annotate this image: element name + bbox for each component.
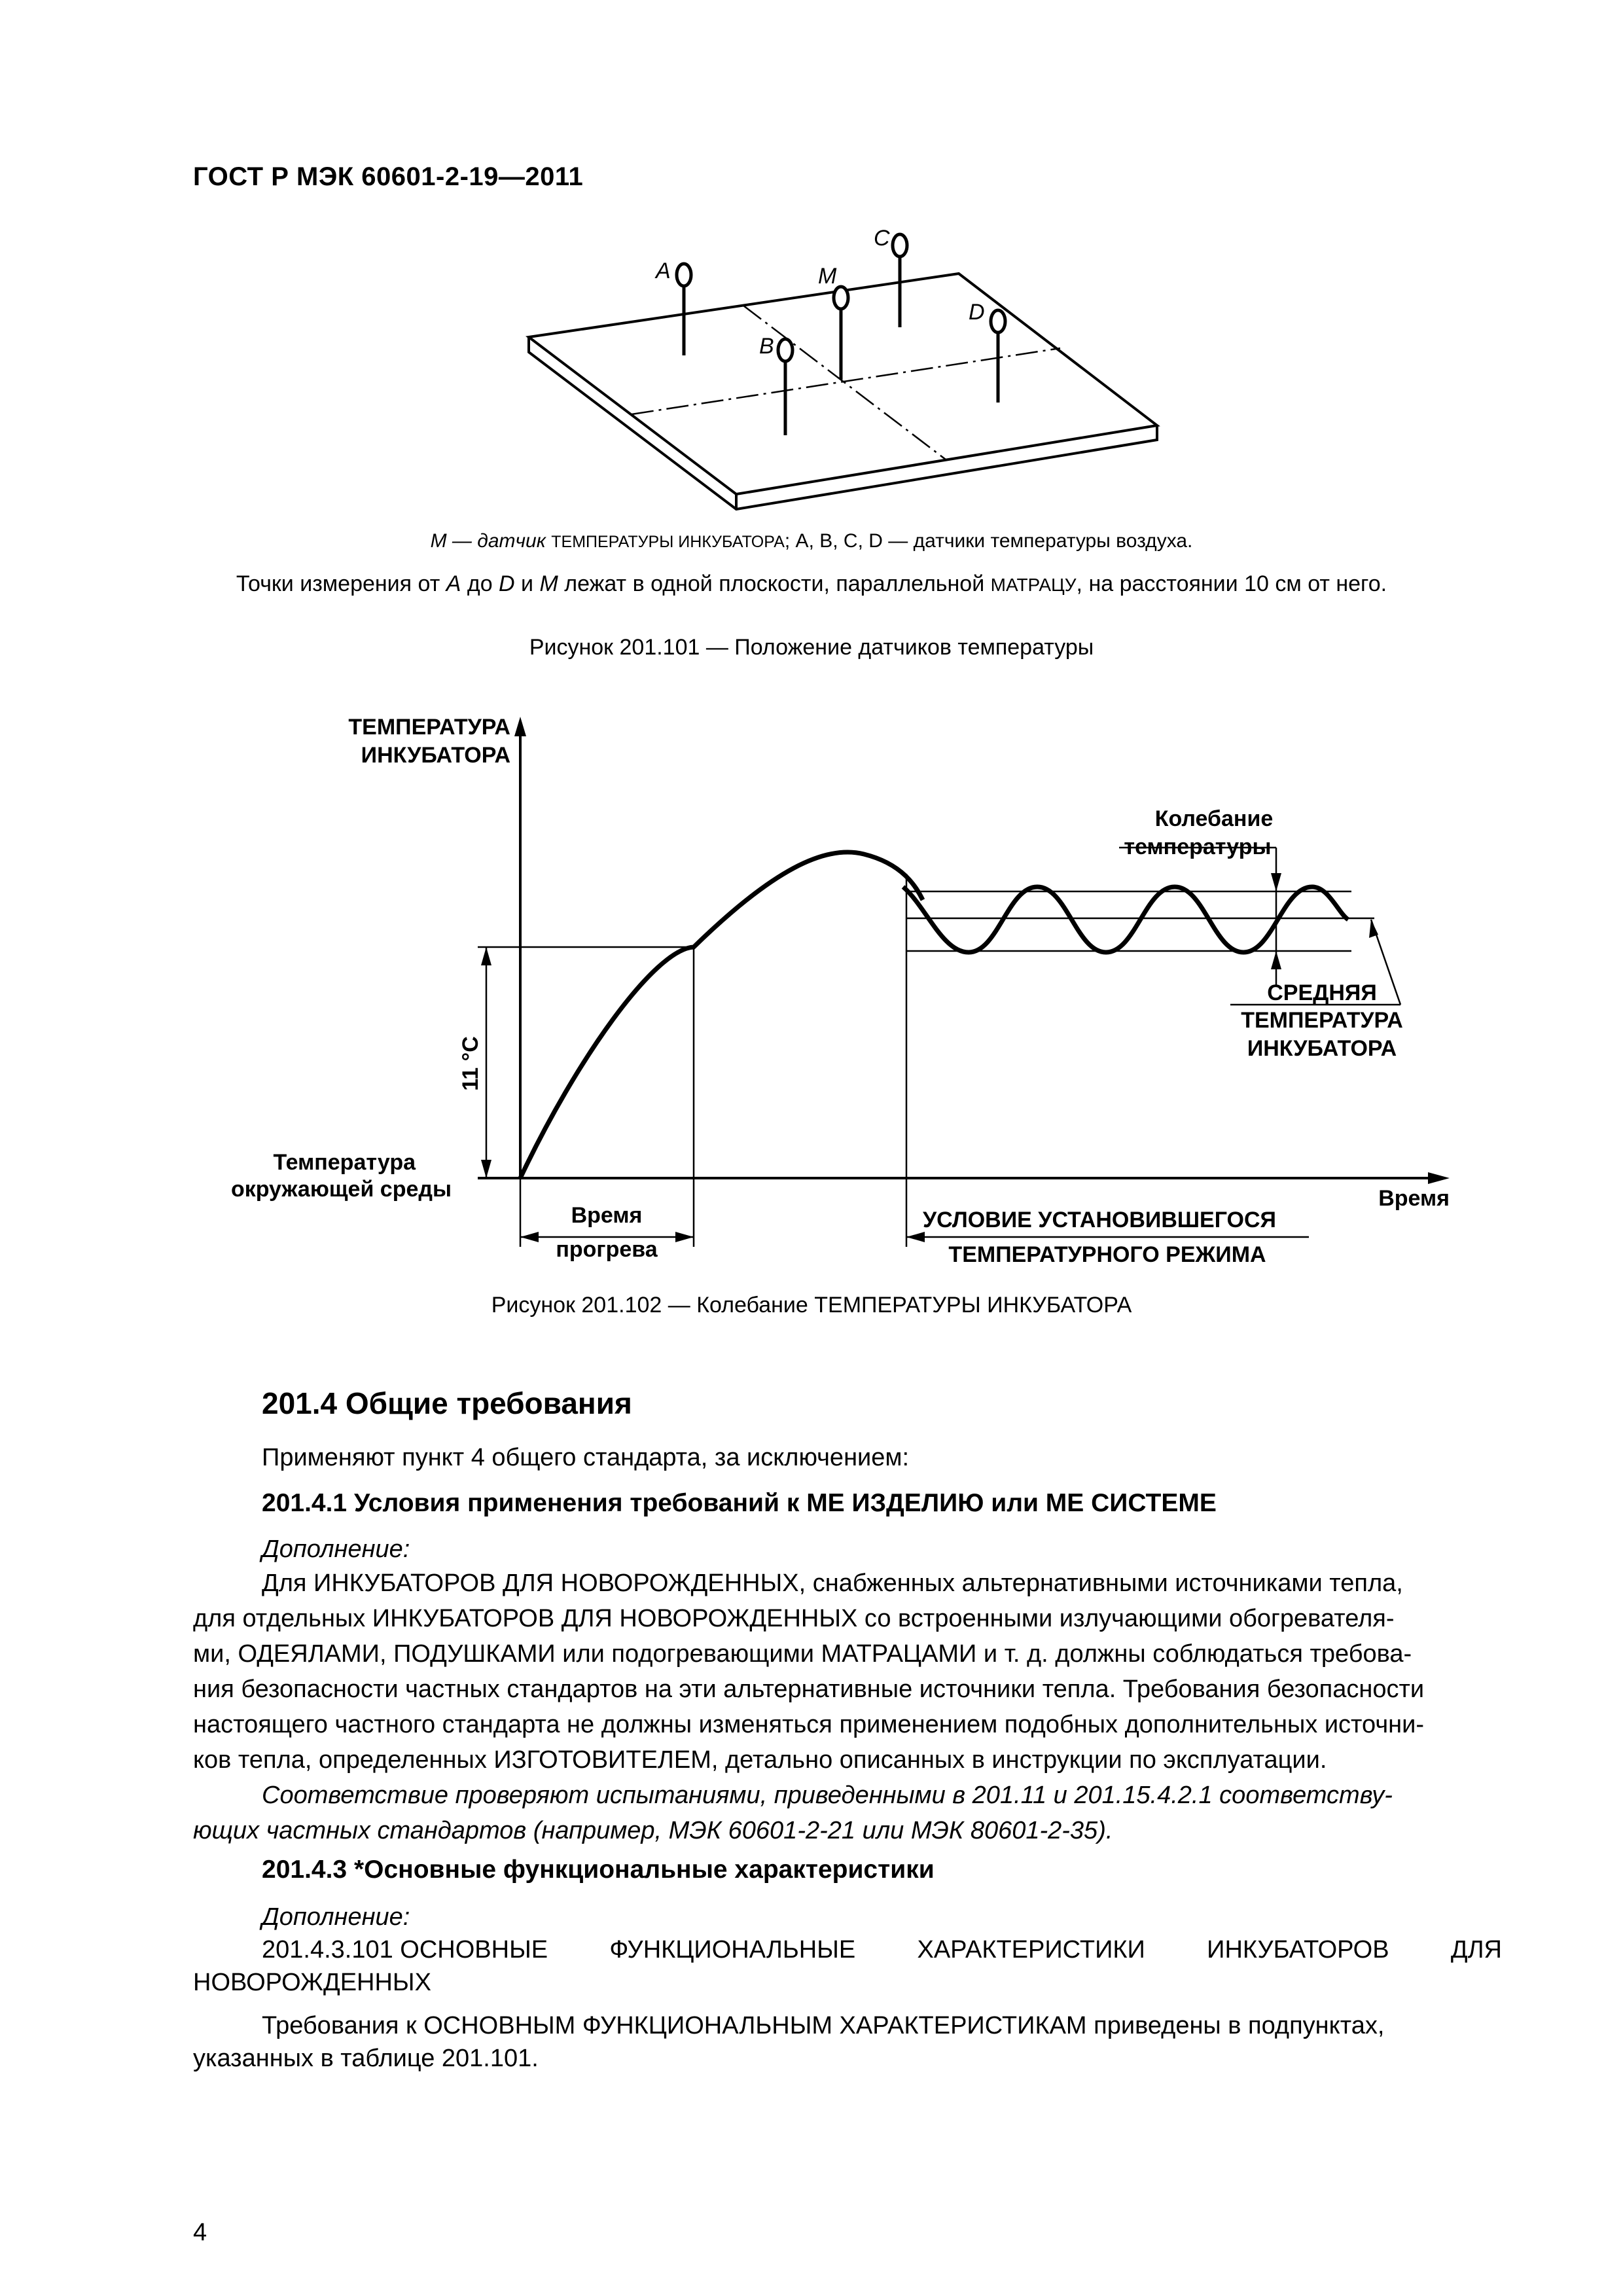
oscillation-label-2: температуры bbox=[1124, 834, 1272, 859]
y-label-1: ТЕМПЕРАТУРА bbox=[348, 715, 510, 740]
title-word: ХАРАКТЕРИСТИКИ bbox=[917, 1936, 1145, 1964]
temperature-oscillation-figure bbox=[0, 687, 1623, 1276]
subsection-4-1-title: 201.4.1 Условия применения требований к МЕ ИЗДЕЛИЮ или МЕ СИСТЕМЕ bbox=[262, 1489, 1217, 1517]
title-word: ИНКУБАТОРОВ bbox=[1207, 1936, 1389, 1964]
sensor-b-label: B bbox=[759, 334, 774, 359]
sensor-a-icon bbox=[677, 264, 691, 286]
sensor-m-label: M bbox=[818, 264, 837, 289]
figure1-caption: Рисунок 201.101 — Положение датчиков температуры bbox=[529, 635, 1094, 660]
mattress-side bbox=[529, 337, 1157, 509]
title-word: 201.4.3.101 ОСНОВНЫЕ bbox=[262, 1936, 548, 1964]
oscillation-curve bbox=[903, 887, 1348, 952]
subsection-4-3-101-title-cont: НОВОРОЖДЕННЫХ bbox=[193, 1969, 431, 1996]
y-axis-arrow bbox=[514, 717, 526, 736]
delta-label: 11 °C bbox=[458, 1036, 483, 1091]
sensor-d-icon bbox=[991, 310, 1005, 332]
compliance-paragraph bbox=[193, 1778, 1502, 1848]
title-word: ДЛЯ bbox=[1450, 1936, 1502, 1964]
warmup-label-2: прогрева bbox=[556, 1237, 658, 1262]
paragraph-line: ми, ОДЕЯЛАМИ, ПОДУШКАМИ или подогревающими МАТРАЦАМИ и т. д. должны соблюдаться требова- bbox=[193, 1640, 1412, 1668]
x-axis-arrow bbox=[1428, 1172, 1450, 1184]
paragraph-line: ния безопасности частных стандартов на эти альтернативные источники тепла. Требования безопасности bbox=[193, 1676, 1425, 1703]
section-intro: Применяют пункт 4 общего стандарта, за исключением: bbox=[262, 1444, 910, 1471]
subsection-4-3-101-title bbox=[262, 1932, 1502, 1967]
x-axis-label: Время bbox=[1378, 1186, 1450, 1211]
title-word: ФУНКЦИОНАЛЬНЫЕ bbox=[609, 1936, 856, 1964]
sensor-m-icon bbox=[834, 287, 848, 309]
y-label-2: ИНКУБАТОРА bbox=[361, 743, 510, 768]
addition-label-2: Дополнение: bbox=[262, 1903, 410, 1931]
sensor-position-figure bbox=[0, 0, 1623, 524]
subsection-4-3-title: 201.4.3 *Основные функциональные характеристики bbox=[262, 1856, 935, 1884]
figure2-caption: Рисунок 201.102 — Колебание ТЕМПЕРАТУРЫ ИНКУБАТОРА bbox=[491, 1293, 1132, 1318]
paragraph-line: настоящего частного стандарта не должны изменяться применением подобных дополнительных источни- bbox=[193, 1711, 1424, 1738]
paragraph-line: ков тепла, определенных ИЗГОТОВИТЕЛЕМ, детально описанных в инструкции по эксплуатации. bbox=[193, 1746, 1327, 1774]
sensor-a-label: A bbox=[656, 259, 671, 283]
sensor-b-icon bbox=[778, 339, 793, 361]
steady-label-1: УСЛОВИЕ УСТАНОВИВШЕГОСЯ bbox=[923, 1208, 1276, 1232]
warmup-label-1: Время bbox=[571, 1203, 643, 1228]
paragraph-line: Для ИНКУБАТОРОВ ДЛЯ НОВОРОЖДЕННЫХ, снабженных альтернативными источниками тепла, bbox=[262, 1570, 1403, 1597]
paragraph-line: Соответствие проверяют испытаниями, приведенными в 201.11 и 201.15.4.2.1 соответству- bbox=[262, 1782, 1393, 1809]
section-title: 201.4 Общие требования bbox=[262, 1386, 632, 1420]
mean-label-1: СРЕДНЯЯ bbox=[1267, 980, 1377, 1005]
sensor-c-label: C bbox=[874, 226, 890, 251]
warmup-curve bbox=[520, 852, 923, 1178]
centerline-1 bbox=[743, 306, 946, 459]
figure1-note: Точки измерения от А до D и М лежат в одной плоскости, параллельной МАТРАЦУ, на расстоянии 10 см от него. bbox=[236, 571, 1387, 596]
figure1-legend: М — датчик ТЕМПЕРАТУРЫ ИНКУБАТОРА; А, В, С, D — датчики температуры воздуха. bbox=[430, 530, 1193, 552]
steady-label-2: ТЕМПЕРАТУРНОГО РЕЖИМА bbox=[948, 1242, 1266, 1267]
paragraph-4-1 bbox=[193, 1566, 1502, 1778]
centerline-2 bbox=[632, 348, 1060, 414]
ambient-label-2: окружающей среды bbox=[230, 1177, 452, 1202]
addition-label-1: Дополнение: bbox=[262, 1535, 410, 1563]
sensor-d-label: D bbox=[969, 300, 985, 325]
paragraph-4-3-101-line1: Требования к ОСНОВНЫМ ФУНКЦИОНАЛЬНЫМ ХАРАКТЕРИСТИКАМ приведены в подпунктах, bbox=[262, 2012, 1385, 2039]
document-header: ГОСТ Р МЭК 60601-2-19—2011 bbox=[193, 162, 584, 191]
sensor-c-icon bbox=[893, 234, 907, 257]
paragraph-4-3-101-line2: указанных в таблице 201.101. bbox=[193, 2045, 539, 2072]
page-number: 4 bbox=[193, 2219, 207, 2246]
oscillation-label-1: Колебание bbox=[1154, 806, 1274, 831]
paragraph-line: ющих частных стандартов (например, МЭК 60601-2-21 или МЭК 80601-2-35). bbox=[193, 1817, 1113, 1844]
paragraph-line: для отдельных ИНКУБАТОРОВ ДЛЯ НОВОРОЖДЕННЫХ со встроенными излучающими обогревателя- bbox=[193, 1605, 1395, 1632]
ambient-label-1: Температура bbox=[273, 1150, 416, 1175]
mean-label-2: ТЕМПЕРАТУРА bbox=[1241, 1008, 1403, 1033]
mean-label-3: ИНКУБАТОРА bbox=[1247, 1036, 1397, 1061]
